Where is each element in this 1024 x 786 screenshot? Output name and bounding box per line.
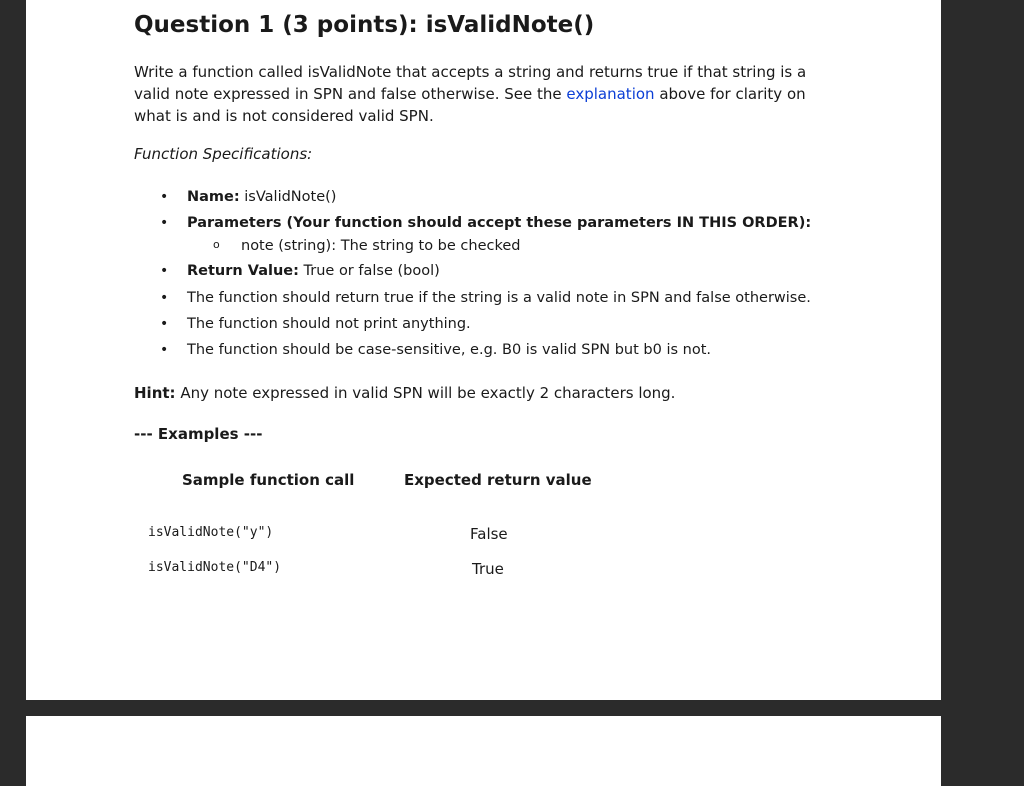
specs-heading: Function Specifications:: [134, 145, 313, 163]
col-header-call: Sample function call: [182, 471, 355, 489]
params-label: Parameters (Your function should accept these parameters IN THIS ORDER):: [187, 215, 812, 231]
return-label: Return Value:: [187, 263, 299, 279]
bullet-icon: •: [160, 215, 169, 231]
return-true-text: The function should return true if the string is a valid note in SPN and false otherwise.: [187, 290, 811, 306]
name-value: isValidNote(): [239, 189, 337, 205]
hint: [134, 384, 675, 402]
viewer-background: [941, 0, 1024, 786]
document-page: [26, 0, 941, 700]
param-note: note (string): The string to be checked: [241, 238, 521, 254]
next-page: [26, 716, 941, 786]
examples-heading: --- Examples ---: [134, 425, 263, 443]
intro-text-1: Write a function called isValidNote that accepts a string and returns true if that string is a valid note expressed in SPN and false otherwise. See the: [134, 63, 807, 103]
question-title: Question 1 (3 points): isValidNote(): [134, 12, 595, 38]
bullet-icon: •: [160, 263, 169, 279]
hint-text: Any note expressed in valid SPN will be exactly 2 characters long.: [175, 384, 676, 402]
case-text: The function should be case-sensitive, e.g. B0 is valid SPN but b0 is not.: [187, 342, 711, 358]
return-value: True or false (bool): [298, 263, 440, 279]
explanation-link[interactable]: explanation: [566, 85, 655, 103]
intro-text-2: above for clarity on what is and is not considered valid SPN.: [134, 85, 806, 125]
bullet-icon: •: [160, 316, 169, 332]
example-call-2: isValidNote("D4"): [148, 560, 282, 575]
hint-label: Hint:: [134, 384, 176, 402]
bullet-icon: •: [160, 189, 169, 205]
intro-paragraph: [134, 61, 834, 127]
no-print-text: The function should not print anything.: [187, 316, 471, 332]
name-label: Name:: [187, 189, 240, 205]
sub-bullet-icon: o: [213, 238, 220, 251]
col-header-return: Expected return value: [404, 471, 592, 489]
example-return-2: True: [472, 560, 504, 578]
bullet-icon: •: [160, 290, 169, 306]
bullet-icon: •: [160, 342, 169, 358]
example-call-1: isValidNote("y"): [148, 525, 274, 540]
example-return-1: False: [470, 525, 508, 543]
